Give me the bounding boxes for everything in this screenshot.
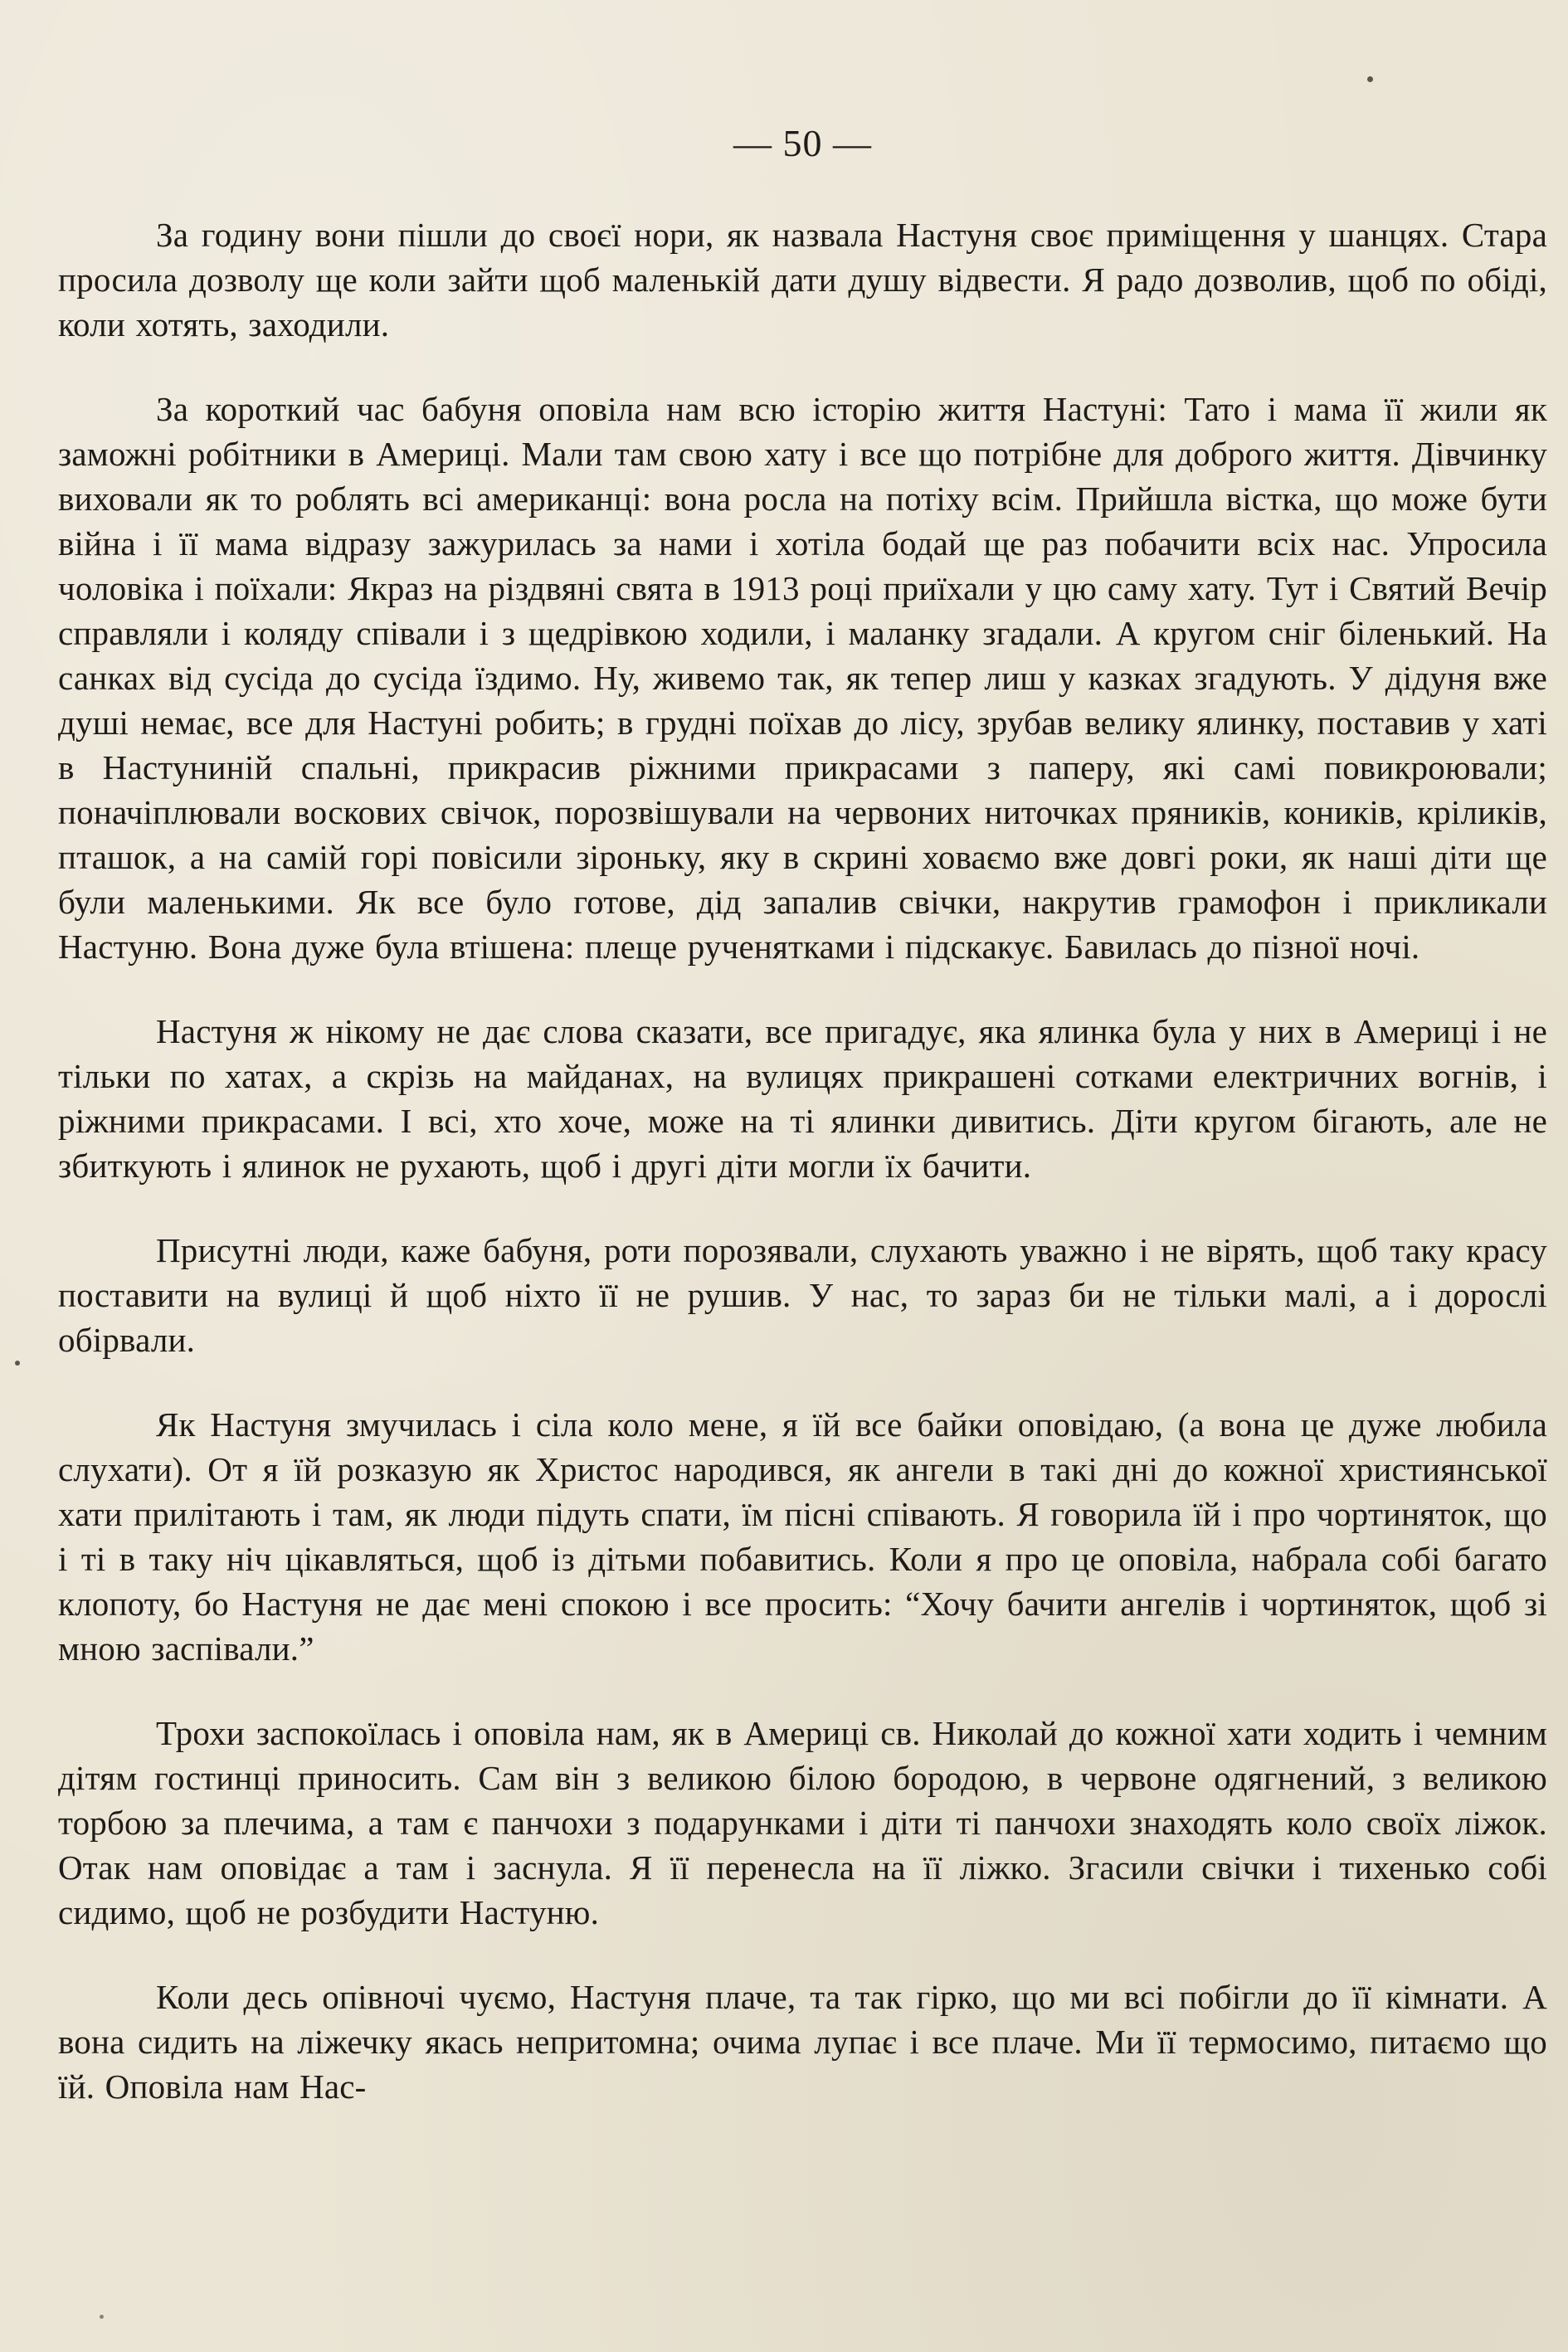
paragraph-7: Коли десь опівночі чуємо, Настуня плаче, та так гірко, що ми всі побігли до її кімнати. А вона сидить на ліжечку якась непритомна; очима лупає і все плаче. Ми її термосимо, питаємо що їй. Оповіла нам Нас- [58, 1978, 1547, 2106]
paragraph-5: Як Настуня змучилась і сіла коло мене, я їй все байки оповідаю, (а вона це дуже любила слухати). От я їй розказую як Христос народився, як ангели в такі дні до кожної християнської хати прилітають і там, як люди підуть спати, їм пісні співають. Я говорила їй і про чортиняток, що і ті в таку ніч цікавляться, щоб із дітьми побавитись. Коли я про це оповіла, набрала собі багато клопоту, бо Настуня не дає мені спокою і все просить: “Хочу бачити ангелів і чортиняток, щоб зі мною заспівали.” [58, 1405, 1547, 1668]
paragraph-6: Трохи заспокоїлась і оповіла нам, як в Америці св. Николай до кожної хати ходить і чемним дітям гостинці приносить. Сам він з великою білою бородою, в червоне одягнений, з великою торбою за плечима, а там є панчохи з подарунками і діти ті панчохи знаходять коло своїх ліжок. Отак нам оповідає а там і заснула. Я її перенесла на її ліжко. Згасили свічки і тихенько собі сидимо, щоб не розбудити Настуню. [58, 1714, 1547, 1931]
book-page [58, 124, 1547, 2323]
paragraph-2: За короткий час бабуня оповіла нам всю історію життя Настуні: Тато і мама її жили як заможні робітники в Америці. Мали там свою хату і все що потрібне для доброго життя. Дівчинку виховали як то роблять всі американці: вона росла на потіху всім. Прийшла вістка, що може бути війна і її мама відразу зажурилась за нами і хотіла бодай ще раз побачити всіх нас. Упросила чоловіка і поїхали: Якраз на різдвяні свята в 1913 році приїхали у цю саму хату. Тут і Святий Вечір справляли і коляду співали і з щедрівкою ходили, і маланку згадали. А кругом сніг біленький. На санках від сусіда до сусіда їздимо. Ну, живемо так, як тепер лиш у казках згадують. У дідуня вже душі немає, все для Настуні робить; в грудні поїхав до лісу, зрубав велику ялинку, поставив у хаті в Настуниній спальні, прикрасив ріжними прикрасами з паперу, які самі повикроювали; поначіплювали воскових свічок, порозвішували на червоних ниточках пряників, коників, кріликів, пташок, а на самій горі повісили зіроньку, яку в скрині ховаємо вже довгі роки, як наші діти ще були маленькими. Як все було готове, дід запалив свічки, накрутив грамофон і прикликали Настуню. Вона дуже була втішена: плеще рученятками і підскакує. Бавилась до пізної ночі. [58, 390, 1547, 966]
ink-speck [1367, 76, 1373, 82]
paragraph-4: Присутні люди, каже бабуня, роти порозявали, слухають уважно і не вірять, щоб таку красу поставити на вулиці й щоб ніхто її не рушив. У нас, то зараз би не тільки малі, а і дорослі обірвали. [58, 1231, 1547, 1359]
paragraph-1: За годину вони пішли до своєї нори, як назвала Настуня своє приміщення у шанцях. Стара просила дозволу ще коли зайти щоб маленькій дати душу відвести. Я радо дозволив, щоб по обіді, коли хотять, заходили. [58, 216, 1547, 343]
page-number: — 50 — [733, 122, 872, 164]
paragraph-3: Настуня ж нікому не дає слова сказати, все пригадує, яка ялинка була у них в Америці і не тільки по хатах, а скрізь на майданах, на вулицях прикрашені сотками електричних вогнів, і ріжними прикрасами. І всі, хто хоче, може на ті ялинки дивитись. Діти кругом бігають, але не збиткують і ялинок не рухають, щоб і другі діти могли їх бачити. [58, 1012, 1547, 1185]
ink-speck [15, 1361, 20, 1366]
